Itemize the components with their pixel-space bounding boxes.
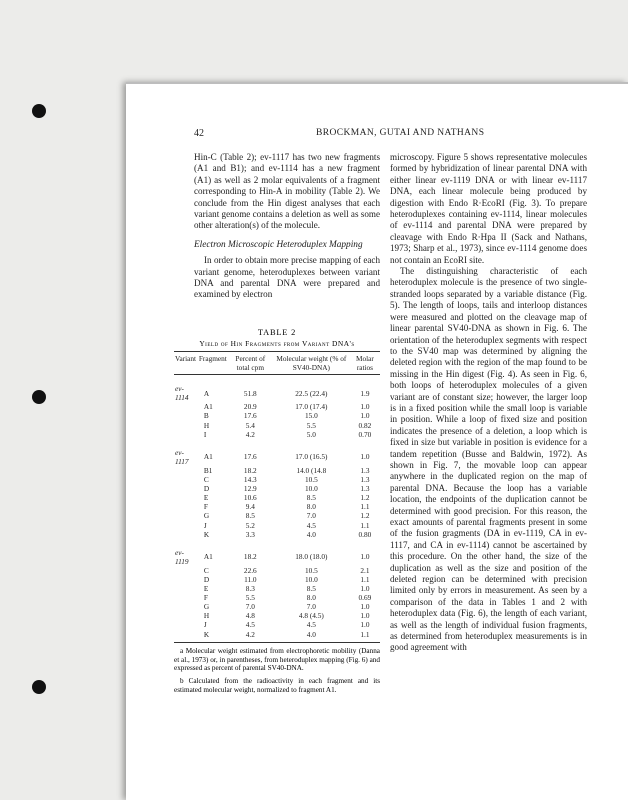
table-row <box>174 593 380 602</box>
cell-mw: 18.0 (18.0) <box>295 552 328 562</box>
table-2 <box>174 328 380 695</box>
cell-variant <box>174 411 198 420</box>
cell-fragment: H <box>203 420 210 430</box>
cell-percent: 3.3 <box>245 529 255 539</box>
cell-variant <box>174 521 198 530</box>
punch-hole-top <box>32 104 46 118</box>
cell-molar: 1.0 <box>360 411 370 421</box>
cell-variant <box>174 566 198 575</box>
cell-molar: 1.9 <box>360 388 370 398</box>
paragraph-hin-analysis: Hin-C (Table 2); ev-1117 has two new fragments (A1 and B1); and ev-1114 has a new fragment (A1) as well as 2 molar equivalents of a fragment corresponding to Hin-A in mobility (Table 2). We conclude from the Hin digest analyses that each variant genome contains a deletion as well as some other alteration(s) of the molecule. <box>194 152 380 231</box>
paragraph-microscopy: microscopy. Figure 5 shows representative molecules formed by hybridization of linear parental DNA with either linear ev-1119 DNA or with linear ev-1117 DNA, each linear molecule being produced by digestion with Endo R·EcoRI (Fig. 3). To prepare heteroduplexes containing ev-1114, linear molecules of ev-1114 and parental DNA were prepared by cleavage with Endo R·Hpa II (Sack and Nathans, 1973; Sharp et al., 1973), since ev-1114 genome does not contain an EcoRI site. <box>390 152 587 265</box>
cell-variant <box>174 584 198 593</box>
cell-mw: 17.0 (16.5) <box>295 452 328 462</box>
cell-mw: 4.5 <box>306 520 316 530</box>
cell-mw: 8.5 <box>306 493 316 503</box>
cell-mw: 17.0 (17.4) <box>295 402 328 412</box>
table-row <box>174 430 380 439</box>
cell-molar: 1.0 <box>360 552 370 562</box>
page-top-edge <box>126 82 628 84</box>
section-heading: Electron Microscopic Heteroduplex Mapping <box>194 239 363 250</box>
cell-percent: 4.5 <box>245 620 255 630</box>
cell-variant <box>174 620 198 629</box>
cell-variant <box>174 484 198 493</box>
cell-molar: 1.0 <box>360 620 370 630</box>
cell-fragment: G <box>203 511 210 521</box>
cell-fragment: F <box>203 593 208 603</box>
punch-hole-bottom <box>32 680 46 694</box>
table-row <box>174 375 380 403</box>
paragraph-heteroduplex: The distinguishing characteristic of each heteroduplex molecule is the presence of two single-stranded loops separated by a variable distance (Fig. 5). The length of loops, tails and interloop distances were measured and plotted on the cleavage map of linear parental SV40-DNA as shown in Fig. 6. The orientation of the heteroduplex segments with respect to the SV40 map was determined by aligning the deleted region with the region of the map found to be missing in the Hin digest (Fig. 4). As seen in Fig. 6, both loops of heteroduplex molecules of a given variant are of constant size; however, the larger loop is in a fixed position while the small loop is variable in position. While a loop of fixed size and position indicates the presence of a deletion, a loop which is fixed in size but variable in position is evidence for a tandem repetition (Busse and Baldwin, 1972). As shown in Fig. 7, the movable loop can appear anywhere in the duplicated region on the map of parental DNA. Because the loop has a variable location, the endpoints of the duplication cannot be determined with good precision. For this reason, the exact amounts of parental fragments present in some of the fusion gragments (DA in ev-1119, CA in ev-1117, and CA in ev-1114) cannot be ascertained by this procedure. On the other hand, the size of the duplication as well as the size and position of the deleted region can be determined with precision limited only by errors in measurement. As seen by a comparison of the data in Tables 1 and 2 with heteroduplex data (Fig. 6), the length of each variant, as well as the length of individual fusion fragments, as determined from heteroduplex measurements is in good agreement with <box>390 266 587 653</box>
col-header-molar: Molar ratios <box>350 352 380 375</box>
table-row <box>174 402 380 411</box>
cell-mw: 5.0 <box>306 429 316 439</box>
table-row <box>174 511 380 520</box>
cell-variant <box>174 530 198 539</box>
cell-mw: 15.0 <box>304 411 318 421</box>
cell-mw: 8.0 <box>306 502 316 512</box>
table-row <box>174 502 380 511</box>
cell-mw: 10.0 <box>304 574 318 584</box>
cell-molar: 0.69 <box>358 593 372 603</box>
cell-percent: 5.4 <box>245 420 255 430</box>
cell-fragment: H <box>203 611 210 621</box>
col-header-mw: Molecular weight (% of SV40-DNA) <box>273 352 350 375</box>
cell-percent: 7.0 <box>245 602 255 612</box>
cell-variant: ev-1114 <box>175 384 189 403</box>
cell-molar: 1.0 <box>360 602 370 612</box>
cell-fragment: A1 <box>203 402 213 412</box>
table-label: TABLE 2 <box>257 328 297 337</box>
cell-molar: 1.3 <box>360 475 370 485</box>
cell-variant <box>174 630 198 643</box>
table-row <box>174 602 380 611</box>
col-header-percent: Percent of total cpm <box>228 352 273 375</box>
cell-variant: ev-1117 <box>175 447 189 466</box>
table-title: Yield of Hin Fragments from Variant DNA's <box>199 339 355 348</box>
cell-fragment: F <box>203 502 208 512</box>
cell-mw: 4.5 <box>306 620 316 630</box>
cell-fragment: K <box>198 630 228 643</box>
running-head: BROCKMAN, GUTAI AND NATHANS <box>316 128 485 138</box>
cell-percent: 4.8 <box>245 611 255 621</box>
cell-fragment: C <box>203 475 209 485</box>
cell-molar: 1.1 <box>360 502 370 512</box>
cell-fragment: B <box>203 411 209 421</box>
cell-mw: 10.5 <box>304 475 318 485</box>
cell-percent: 18.2 <box>243 552 257 562</box>
cell-fragment: A1 <box>203 452 213 462</box>
cell-molar: 0.82 <box>358 420 372 430</box>
cell-molar: 1.3 <box>360 465 370 475</box>
cell-mw: 8.5 <box>306 584 316 594</box>
cell-variant <box>174 402 198 411</box>
table-row <box>174 475 380 484</box>
cell-fragment: A1 <box>203 552 213 562</box>
footnote-b: b Calculated from the radioactivity in each fragment and its estimated molecular weight, normalized to fragment A1. <box>174 677 380 695</box>
cell-mw: 4.0 <box>273 630 350 643</box>
page-number: 42 <box>194 128 204 139</box>
cell-percent: 17.6 <box>243 452 257 462</box>
table-row <box>174 530 380 539</box>
table-row <box>174 484 380 493</box>
cell-percent: 17.6 <box>243 411 257 421</box>
cell-variant <box>174 475 198 484</box>
right-column <box>390 152 587 654</box>
cell-mw: 4.0 <box>306 529 316 539</box>
cell-fragment: B1 <box>203 465 213 475</box>
cell-variant <box>174 421 198 430</box>
cell-percent: 14.3 <box>243 475 257 485</box>
cell-fragment: K <box>203 529 210 539</box>
cell-percent: 9.4 <box>245 502 255 512</box>
table-row <box>174 611 380 620</box>
cell-molar: 1.0 <box>360 584 370 594</box>
cell-molar: 1.3 <box>360 484 370 494</box>
table-row <box>174 584 380 593</box>
cell-fragment: A <box>203 388 210 398</box>
cell-mw: 8.0 <box>306 593 316 603</box>
col-header-variant: Variant <box>174 352 198 375</box>
cell-fragment: E <box>203 493 209 503</box>
cell-percent: 22.6 <box>243 565 257 575</box>
cell-fragment: G <box>203 602 210 612</box>
cell-percent: 5.5 <box>245 593 255 603</box>
cell-percent: 8.3 <box>245 584 255 594</box>
cell-fragment: E <box>203 584 209 594</box>
cell-molar: 0.80 <box>358 529 372 539</box>
data-table <box>174 351 380 643</box>
table-row <box>174 630 380 643</box>
table-row <box>174 566 380 575</box>
table-header-row <box>174 352 380 375</box>
paragraph-em-intro: In order to obtain more precise mapping of each variant genome, heteroduplexes between variant DNA and parental DNA were prepared and examined by electron <box>194 255 380 300</box>
table-row <box>174 521 380 530</box>
cell-fragment: C <box>203 565 209 575</box>
cell-molar: 1.1 <box>360 574 370 584</box>
cell-fragment: J <box>203 520 207 530</box>
cell-variant <box>174 502 198 511</box>
table-row <box>174 421 380 430</box>
table-row <box>174 575 380 584</box>
cell-variant <box>174 466 198 475</box>
cell-variant <box>174 611 198 620</box>
cell-percent: 18.2 <box>243 465 257 475</box>
cell-variant <box>174 575 198 584</box>
cell-percent: 51.8 <box>243 388 257 398</box>
table-row <box>174 493 380 502</box>
cell-molar: 1.0 <box>360 452 370 462</box>
table-body <box>174 375 380 642</box>
cell-mw: 22.5 (22.4) <box>295 388 328 398</box>
left-column <box>194 152 380 301</box>
paper-page <box>126 82 628 800</box>
table-row <box>174 620 380 629</box>
cell-mw: 5.5 <box>306 420 316 430</box>
cell-variant <box>174 593 198 602</box>
table-row <box>174 439 380 466</box>
cell-fragment: I <box>203 429 207 439</box>
cell-percent: 4.2 <box>245 429 255 439</box>
cell-variant <box>174 430 198 439</box>
cell-percent: 10.6 <box>243 493 257 503</box>
cell-mw: 14.0 (14.8 <box>296 465 327 475</box>
table-row <box>174 411 380 420</box>
cell-molar: 1.2 <box>360 493 370 503</box>
cell-molar: 0.70 <box>358 429 372 439</box>
cell-percent: 5.2 <box>245 520 255 530</box>
cell-molar: 1.0 <box>360 402 370 412</box>
cell-mw: 7.0 <box>306 511 316 521</box>
cell-molar: 1.1 <box>350 630 380 643</box>
cell-molar: 1.0 <box>360 611 370 621</box>
cell-percent: 4.2 <box>228 630 273 643</box>
cell-molar: 2.1 <box>360 565 370 575</box>
cell-mw: 4.8 (4.5) <box>298 611 324 621</box>
cell-fragment: D <box>203 574 210 584</box>
cell-mw: 10.5 <box>304 565 318 575</box>
cell-variant: ev-1119 <box>175 547 189 566</box>
cell-variant <box>174 493 198 502</box>
cell-molar: 1.2 <box>360 511 370 521</box>
col-header-fragment: Fragment <box>198 352 228 375</box>
cell-molar: 1.1 <box>360 520 370 530</box>
table-row <box>174 466 380 475</box>
cell-variant <box>174 511 198 520</box>
cell-percent: 20.9 <box>243 402 257 412</box>
cell-fragment: J <box>203 620 207 630</box>
cell-percent: 11.0 <box>244 574 257 584</box>
cell-variant <box>174 602 198 611</box>
cell-percent: 12.9 <box>243 484 257 494</box>
cell-mw: 10.0 <box>304 484 318 494</box>
cell-mw: 7.0 <box>306 602 316 612</box>
cell-percent: 8.5 <box>245 511 255 521</box>
punch-hole-middle <box>32 390 46 404</box>
cell-fragment: D <box>203 484 210 494</box>
table-row <box>174 539 380 566</box>
footnote-a: a Molecular weight estimated from electrophoretic mobility (Danna et al., 1973) or, in parentheses, from heteroduplex mapping (Fig. 6) and expressed as percent of parental SV40-DNA. <box>174 646 380 673</box>
